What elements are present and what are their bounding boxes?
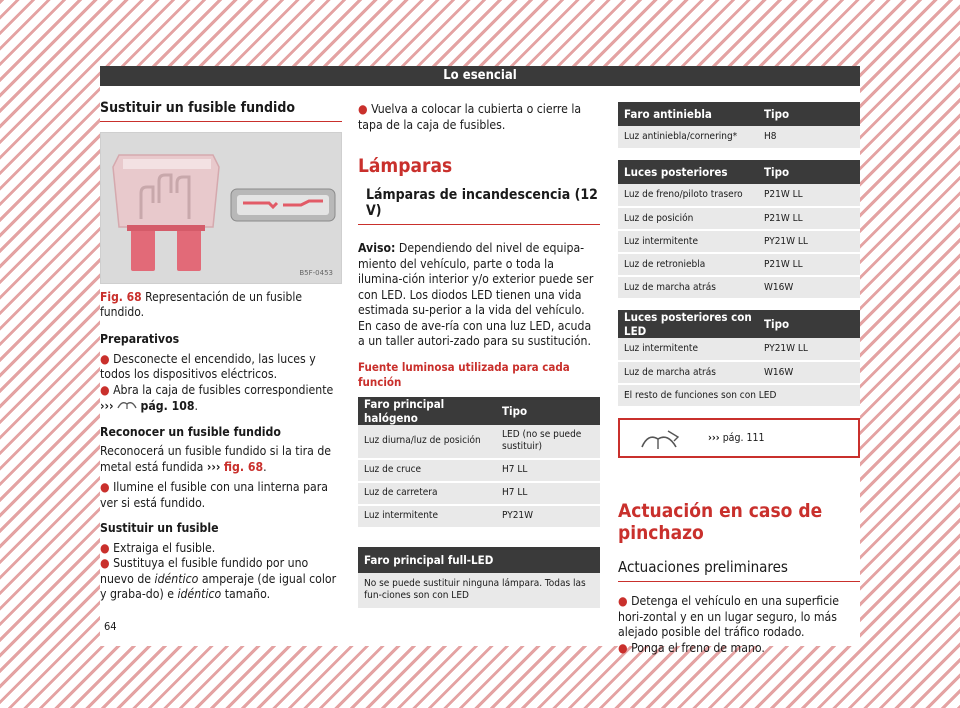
table-cell: El resto de funciones son con LED <box>618 384 860 407</box>
emphasis-text: idéntico <box>154 571 199 586</box>
list-item-text: Sustituya el fusible fundido por uno nuevo de <box>100 556 309 586</box>
table-cell: Luz intermitente <box>358 505 496 528</box>
list-item <box>618 594 860 641</box>
rear-lights-table <box>618 160 860 300</box>
bullet-icon: ● <box>100 556 110 570</box>
section-title: Sustituir un fusible fundido <box>100 86 342 122</box>
list-item-text: Detenga el vehículo en una superficie hori-zontal y en un lugar seguro, lo más alejado posible del tráfico rodado. <box>618 594 840 639</box>
table-cell: PY21W LL <box>758 338 860 361</box>
preliminary-subtitle: Actuaciones preliminares <box>618 554 860 582</box>
table-row <box>618 276 860 299</box>
table-header: Tipo <box>758 310 860 338</box>
table-cell: Luz intermitente <box>618 338 758 361</box>
table-cell: Luz diurna/luz de posición <box>358 425 496 459</box>
list-item-text: Desconecte el encendido, las luces y todos los dispositivos eléctricos. <box>100 351 316 381</box>
table-header-row <box>618 310 860 338</box>
table-row <box>358 482 600 505</box>
reference-box <box>618 418 860 458</box>
table-header-row <box>358 547 600 573</box>
table-row <box>618 253 860 276</box>
bullet-icon: ● <box>100 382 110 397</box>
halogen-table <box>358 397 600 529</box>
table-header: Luces posteriores con LED <box>618 310 758 338</box>
lamps-subtitle: Lámparas de incandescencia (12 V) <box>358 183 600 225</box>
list-item <box>358 102 600 133</box>
table-row <box>618 361 860 384</box>
table-cell: Luz de retroniebla <box>618 253 758 276</box>
rear-led-table <box>618 310 860 408</box>
table-cell: Luz antiniebla/cornering* <box>618 126 758 149</box>
paragraph-text: Reconocerá un fusible fundido si la tira de metal está fundida <box>100 444 332 474</box>
table-cell: W16W <box>758 276 860 299</box>
bullet-icon: ● <box>618 594 628 608</box>
book-hand-icon <box>638 427 682 451</box>
table-cell: PY21W LL <box>758 230 860 253</box>
table-cell: LED (no se puede sustituir) <box>496 425 600 459</box>
full-led-table <box>358 547 600 610</box>
list-item-text: Extraiga el fusible. <box>113 540 216 555</box>
column-fuse <box>100 86 342 603</box>
list-item: ● Abra la caja de fusibles correspondiente ››› pág. 108. <box>100 382 334 413</box>
list-item-text: Ilumine el fusible con una linterna para ver si está fundido. <box>100 480 328 510</box>
table-row <box>618 384 860 407</box>
bullet-icon: ● <box>358 102 368 116</box>
table-cell: Luz de posición <box>618 207 758 230</box>
list-item <box>100 556 342 603</box>
bullet-icon: ● <box>100 540 110 555</box>
table-row <box>618 184 860 207</box>
table-header-row <box>358 397 600 425</box>
table-cell: P21W LL <box>758 184 860 207</box>
table-cell: Luz intermitente <box>618 230 758 253</box>
table-header: Faro principal full-LED <box>358 547 600 573</box>
recognize-heading: Reconocer un fusible fundido <box>100 424 281 439</box>
list-item <box>618 641 860 657</box>
table-row <box>618 207 860 230</box>
table-cell: H7 LL <box>496 482 600 505</box>
notice-text: Dependiendo del nivel de equipa-miento del vehículo, parte o toda la ilumina-ción interior y/o exterior puede ser con LED. Los diodos LED tienen una vida estimada su-perior a la vida del vehículo. En caso de ave-ría con una luz LED, acuda a un taller autori-zado para su sustitución. <box>358 241 594 348</box>
table-cell: H8 <box>758 126 860 149</box>
source-heading: Fuente luminosa utilizada para cada función <box>358 359 570 389</box>
blown-fuse-illustration <box>101 133 341 283</box>
table-cell: W16W <box>758 361 860 384</box>
table-header: Tipo <box>758 160 860 184</box>
table-header: Luces posteriores <box>618 160 758 184</box>
list-item <box>100 480 342 511</box>
table-cell: Luz de cruce <box>358 459 496 482</box>
figure-caption <box>100 290 342 320</box>
table-header: Faro principal halógeno <box>358 397 496 425</box>
notice-label: Aviso: <box>358 241 396 255</box>
ref-arrow: ››› <box>708 432 720 444</box>
column-lamps-continued <box>618 86 860 656</box>
book-hand-icon <box>117 398 137 410</box>
fuse-figure <box>100 132 342 284</box>
reference-text <box>708 432 765 444</box>
table-row <box>618 338 860 361</box>
table-header-row <box>618 160 860 184</box>
recognize-paragraph: Reconocerá un fusible fundido si la tira de metal está fundida ››› fig. 68. <box>100 444 332 474</box>
puncture-title: Actuación en caso de pinchazo <box>618 500 823 544</box>
list-item-text: Vuelva a colocar la cubierta o cierre la tapa de la caja de fusibles. <box>358 102 582 132</box>
table-cell: Luz de marcha atrás <box>618 361 758 384</box>
table-row <box>618 126 860 149</box>
table-row <box>358 459 600 482</box>
ref-arrow: ››› <box>206 459 221 474</box>
table-row <box>358 573 600 609</box>
ref-arrow: ››› <box>100 399 114 413</box>
list-item-text: amperaje (de igual color y graba-do) e <box>100 571 337 601</box>
table-row <box>618 230 860 253</box>
page-reference-link[interactable]: pág. 111 <box>722 432 765 444</box>
list-item <box>100 541 342 557</box>
caption-text: Representación de un fusible fundido. <box>100 290 302 319</box>
table-header: Tipo <box>758 102 860 126</box>
figure-code: B5F-0453 <box>299 269 333 277</box>
table-cell: P21W LL <box>758 207 860 230</box>
table-cell: Luz de freno/piloto trasero <box>618 184 758 207</box>
table-cell: Luz de carretera <box>358 482 496 505</box>
table-cell: No se puede sustituir ninguna lámpara. Todas las fun-ciones son con LED <box>358 573 600 609</box>
lamps-title: Lámparas <box>358 155 453 177</box>
table-cell: PY21W <box>496 505 600 528</box>
list-item-text: Abra la caja de fusibles correspondiente <box>113 382 334 397</box>
table-cell: P21W LL <box>758 253 860 276</box>
replace-heading: Sustituir un fusible <box>100 521 219 535</box>
bullet-icon: ● <box>100 480 110 494</box>
prep-heading: Preparativos <box>100 332 180 346</box>
notice-paragraph <box>358 241 600 350</box>
bullet-icon: ● <box>618 640 628 655</box>
table-row <box>358 505 600 528</box>
fog-light-table <box>618 102 860 150</box>
table-row <box>358 425 600 459</box>
page-reference-link[interactable]: pág. 108 <box>140 399 195 413</box>
list-item-text: tamaño. <box>224 587 271 601</box>
page-number: 64 <box>104 620 117 633</box>
caption-label: Fig. 68 <box>100 290 142 304</box>
list-item-text: Ponga el freno de mano. <box>631 640 765 655</box>
figure-reference-link[interactable]: fig. 68 <box>223 459 264 474</box>
bullet-icon: ● <box>100 351 110 366</box>
column-lamps <box>358 86 600 610</box>
table-cell: Luz de marcha atrás <box>618 276 758 299</box>
table-header: Tipo <box>496 397 600 425</box>
table-header: Faro antiniebla <box>618 102 758 126</box>
page-header: Lo esencial <box>100 66 860 86</box>
table-header-row <box>618 102 860 126</box>
table-cell: H7 LL <box>496 459 600 482</box>
emphasis-text: idéntico <box>177 587 222 601</box>
list-item <box>100 352 342 383</box>
